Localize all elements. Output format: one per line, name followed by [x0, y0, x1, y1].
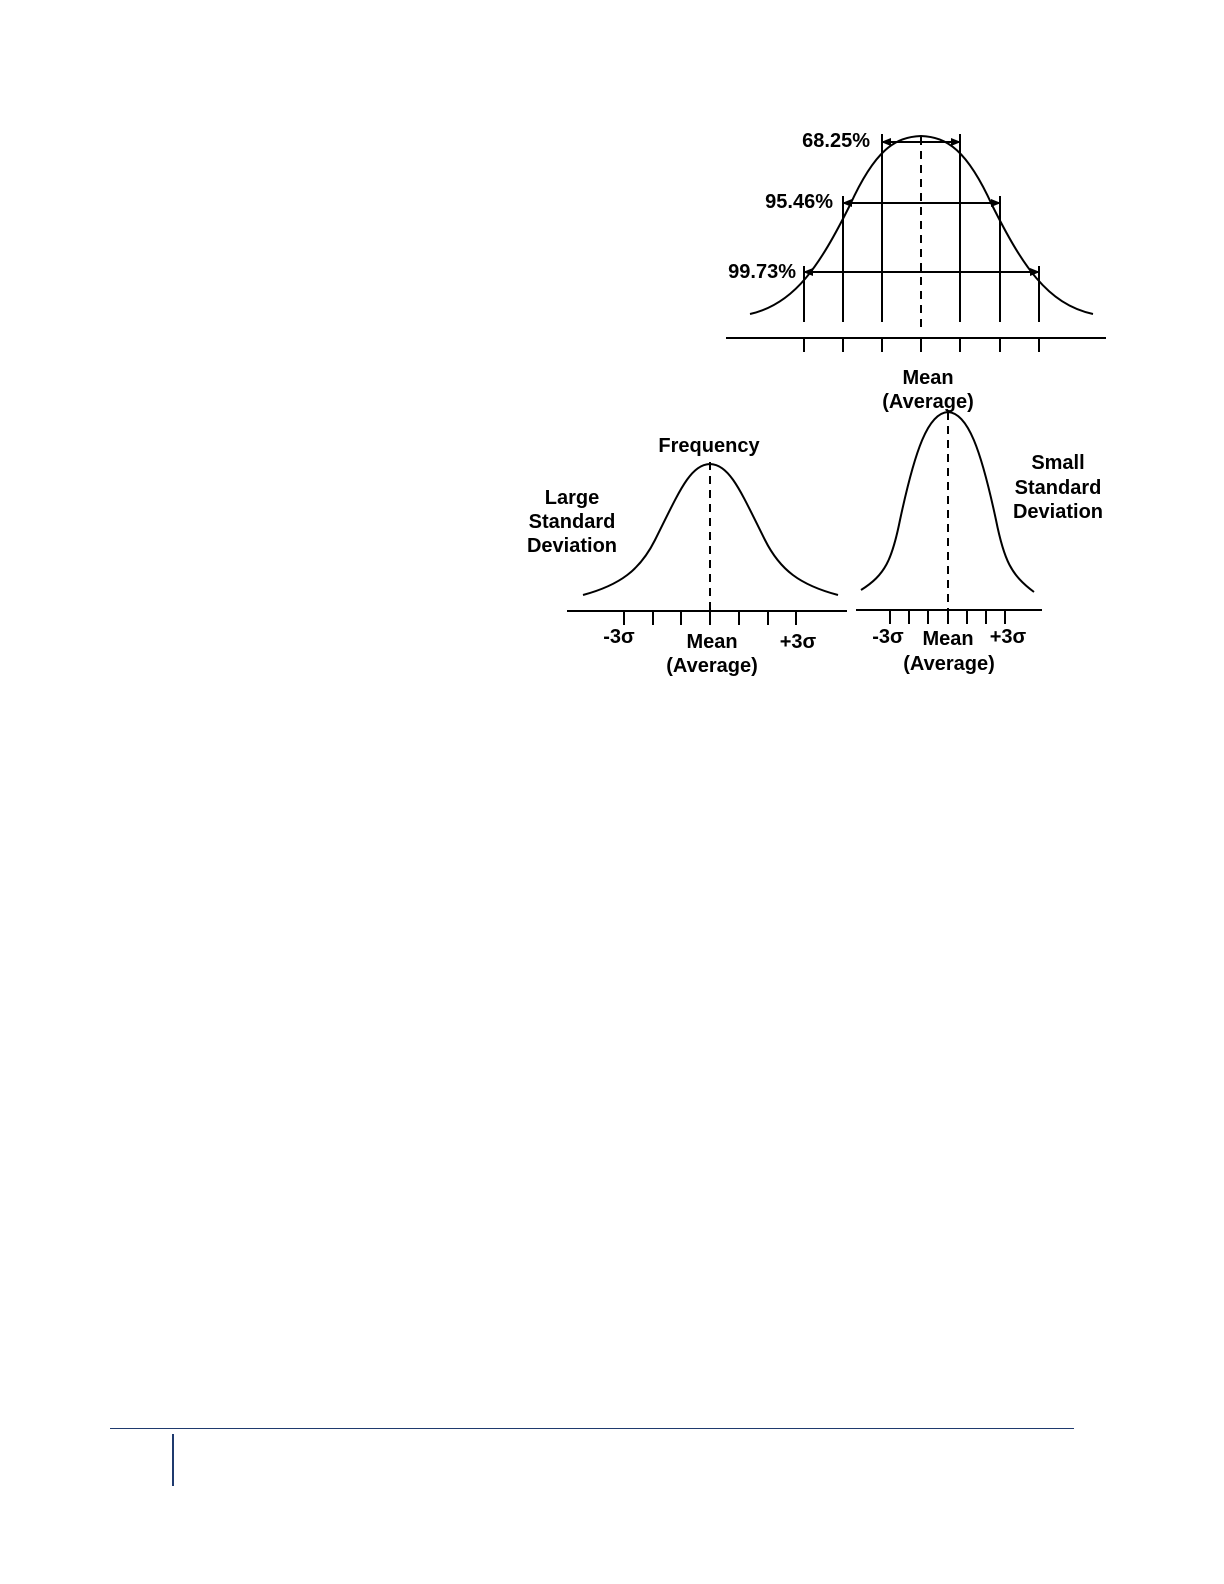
- left-frequency-label: Frequency: [658, 435, 760, 457]
- right-axis-ticks: [890, 610, 1005, 624]
- right-average-label: (Average): [903, 653, 995, 675]
- large-sd-label-line2: Standard: [528, 511, 616, 533]
- footer-bar: [172, 1434, 174, 1486]
- right-minus-3-sigma-label: -3σ: [872, 626, 904, 648]
- left-diagram: [527, 435, 847, 677]
- left-plus-3-sigma-label: +3σ: [779, 631, 817, 653]
- top-diagram: [726, 130, 1106, 389]
- small-sd-label-line3: Deviation: [1012, 501, 1104, 523]
- small-sd-label-line1: Small: [1031, 452, 1085, 474]
- right-plus-3-sigma-label: +3σ: [989, 626, 1027, 648]
- left-average-label: (Average): [666, 655, 758, 677]
- top-mean-label: Mean: [902, 367, 954, 389]
- range-label-99: 99.73%: [728, 261, 796, 283]
- right-diagram: [856, 391, 1103, 675]
- left-mean-label: Mean: [686, 631, 738, 653]
- small-sd-label-line2: Standard: [1014, 477, 1102, 499]
- left-axis-ticks: [624, 611, 796, 625]
- range-label-95: 95.46%: [765, 191, 833, 213]
- range-label-68: 68.25%: [802, 130, 870, 152]
- large-sd-label-line1: Large: [544, 487, 600, 509]
- left-minus-3-sigma-label: -3σ: [603, 626, 635, 648]
- large-sd-label-line3: Deviation: [526, 535, 618, 557]
- top-axis-ticks: [804, 338, 1039, 352]
- footer-rule: [110, 1428, 1074, 1429]
- top-average-label: (Average): [882, 391, 974, 413]
- right-mean-label-top: Mean: [922, 628, 974, 650]
